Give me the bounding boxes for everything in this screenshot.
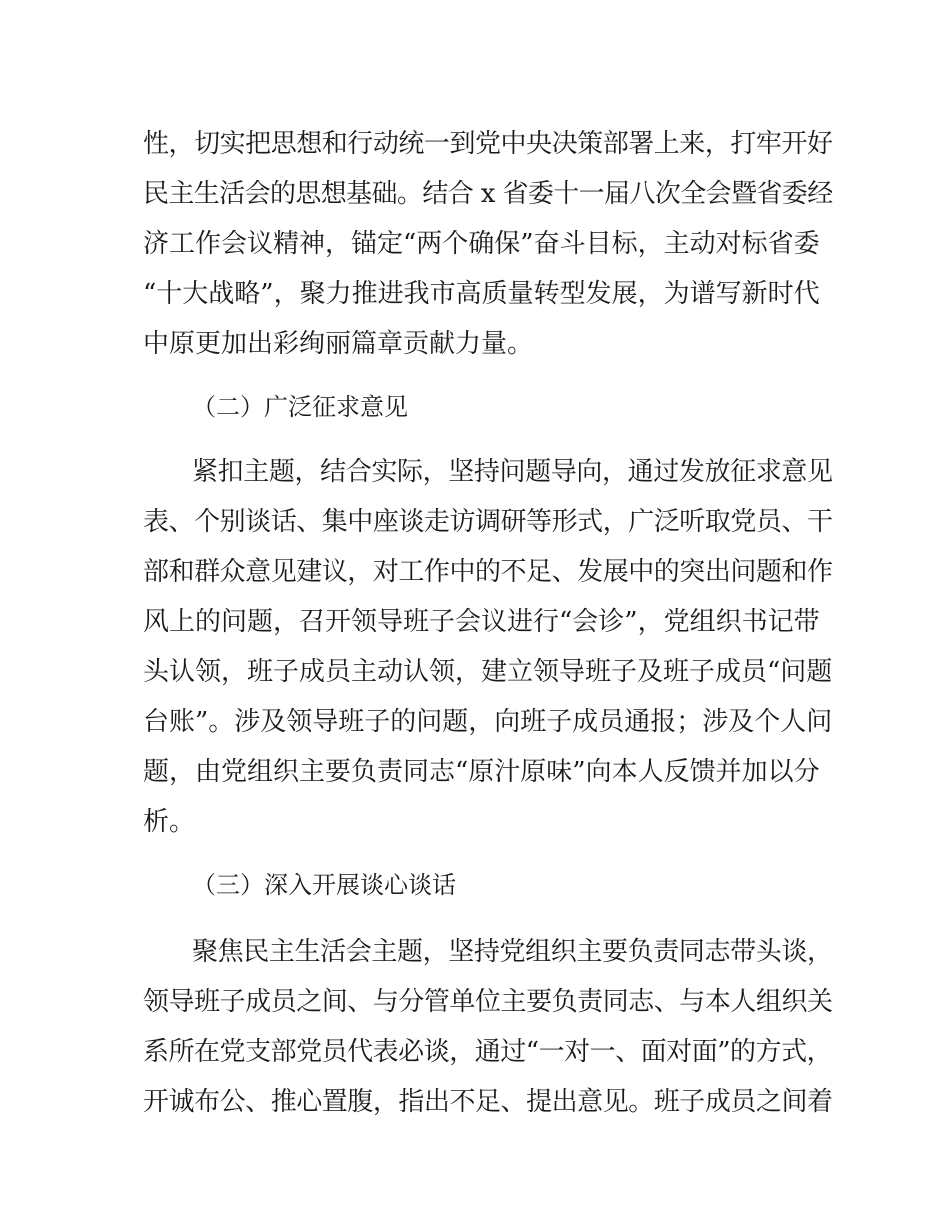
section-3-line-1: 聚焦民主生活会主题，坚持党组织主要负责同志带头谈， <box>192 937 833 967</box>
section-3-line-3: 系所在党支部党员代表必谈，通过“一对一、面对面”的方式， <box>143 1037 833 1067</box>
paragraph-1-line-3: 济工作会议精神，锚定“两个确保”奋斗目标，主动对标省委 <box>143 229 820 259</box>
section-2-line-7: 题，由党组织主要负责同志“原汁原味”向本人反馈并加以分 <box>143 757 820 787</box>
section-2-line-2: 表、个别谈话、集中座谈走访调研等形式，广泛听取党员、干 <box>143 507 833 537</box>
section-2-line-4: 风上的问题，召开领导班子会议进行“会诊”，党组织书记带 <box>143 607 820 637</box>
section-2-line-6: 台账”。涉及领导班子的问题，向班子成员通报；涉及个人问 <box>143 707 833 737</box>
section-3-line-4: 开诚布公、推心置腹，指出不足、提出意见。班子成员之间着 <box>143 1087 833 1117</box>
section-2-heading: （二）广泛征求意见 <box>192 393 408 421</box>
section-2-line-3: 部和群众意见建议，对工作中的不足、发展中的突出问题和作 <box>143 557 833 587</box>
section-2-line-1: 紧扣主题，结合实际，坚持问题导向，通过发放征求意见 <box>192 457 833 487</box>
paragraph-1-line-1: 性，切实把思想和行动统一到党中央决策部署上来，打牢开好 <box>143 129 833 159</box>
paragraph-1-line-4: “十大战略”，聚力推进我市高质量转型发展，为谱写新时代 <box>143 279 820 309</box>
paragraph-1-line-5: 中原更加出彩绚丽篇章贡献力量。 <box>143 329 534 359</box>
section-2-line-8: 析。 <box>143 807 196 837</box>
paragraph-1-line-2: 民主生活会的思想基础。结合 x 省委十一届八次全会暨省委经 <box>143 179 833 209</box>
section-3-heading: （三）深入开展谈心谈话 <box>192 871 456 899</box>
section-3-line-2: 领导班子成员之间、与分管单位主要负责同志、与本人组织关 <box>143 987 833 1017</box>
section-2-line-5: 头认领，班子成员主动认领，建立领导班子及班子成员“问题 <box>143 657 833 687</box>
